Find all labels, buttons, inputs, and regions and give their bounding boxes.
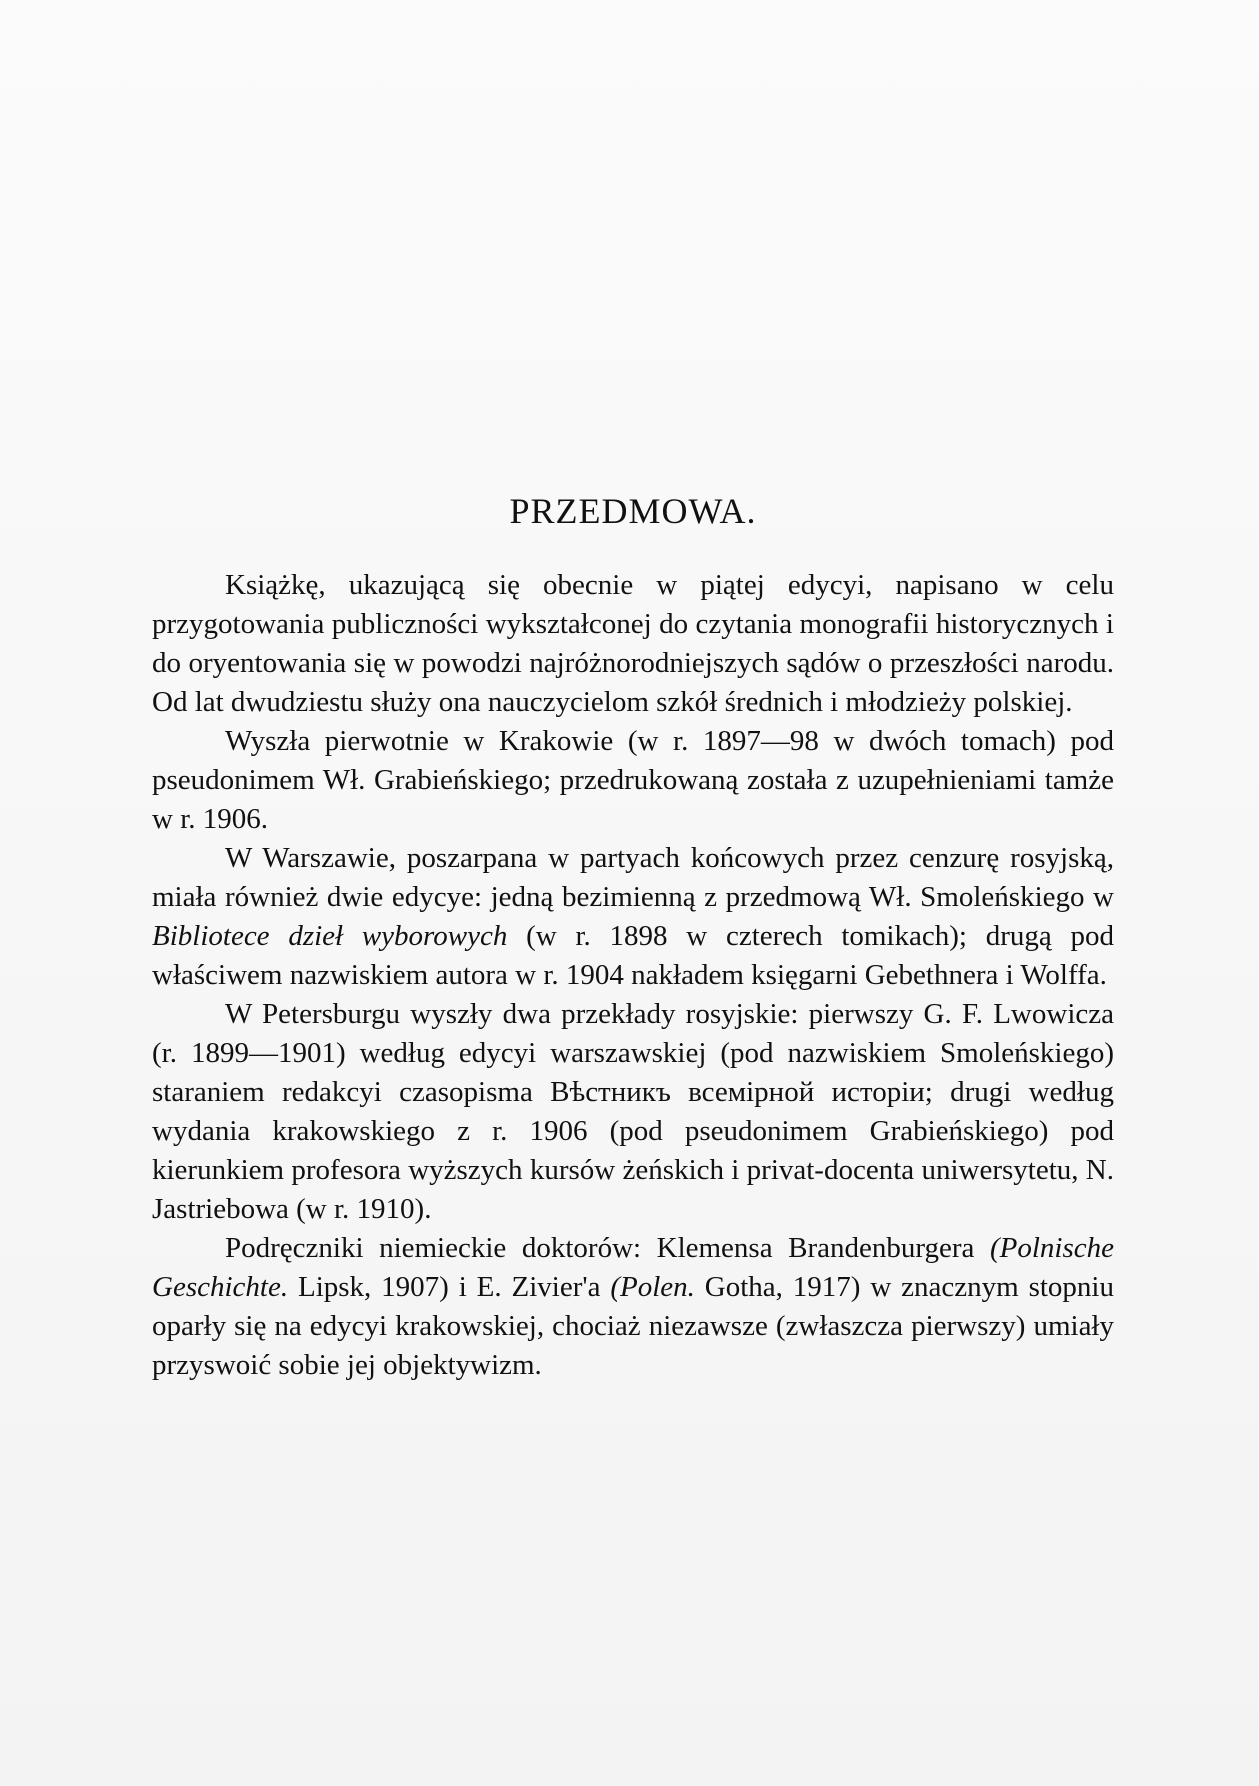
paragraph-5 [152, 1229, 1114, 1385]
paragraph-3-text-1: W Warszawie, poszarpana w partyach końcowych przez cenzurę rosyjską, miała również dwie edycye: jedną bezimienną z przedmową Wł. Smoleńskiego w [152, 842, 1114, 913]
paragraph-2: Wyszła pierwotnie w Krakowie (w r. 1897—98 w dwóch tomach) pod pseudonimem Wł. Grabieńskiego; przedrukowaną została z uzupełnieniami tamże w r. 1906. [152, 725, 1114, 835]
bibliotece-dziel-wyborowych-title: Bibliotece dzieł wyborowych [152, 920, 508, 952]
paragraph-1: Książkę, ukazującą się obecnie w piątej edycyi, napisano w celu przygotowania publiczności wykształconej do czytania monografii historycznych i do oryentowania się w powodzi najróżnorodniejszych sądów o przeszłości narodu. Od lat dwudziestu służy ona nauczycielom szkół średnich i młodzieży polskiej. [152, 569, 1114, 718]
paragraph-5-text-2: Lipsk, 1907) i E. Zivier'a [288, 1271, 611, 1303]
page-content [152, 470, 1114, 1385]
page-title: PRZEDMOWA. [509, 491, 757, 531]
paragraph-5-text-1: Podręczniki niemieckie doktorów: Klemensa Brandenburgera [225, 1232, 990, 1264]
paragraph-4: W Petersburgu wyszły dwa przekłady rosyjskie: pierwszy G. F. Lwowicza (r. 1899—1901) według edycyi warszawskiej (pod nazwiskiem Smoleńskiego) staraniem redakcyi czasopisma Вѣстникъ всемірной исторіи; drugi według wydania krakowskiego z r. 1906 (pod pseudonimem Grabieńskiego) pod kierunkiem profesora wyższych kursów żeńskich i privat-docenta uniwersytetu, N. Jastriebowa (w r. 1910). [152, 998, 1114, 1225]
paragraph-5-text-3: Gotha, 1917) w znacznym stopniu oparły się na edycyi krakowskiej, chociaż niezawsze (zwłaszcza pierwszy) umiały przyswoić sobie jej objektywizm. [152, 1271, 1114, 1381]
polnische-geschichte-title: (Polnische Geschichte. [152, 1232, 1114, 1303]
paragraph-3 [152, 839, 1114, 995]
paragraph-3-text-2: (w r. 1898 w czterech tomikach); drugą pod właściwem nazwiskiem autora w r. 1904 nakładem księgarni Gebethnera i Wolffa. [152, 920, 1114, 991]
polen-title: (Polen. [610, 1271, 695, 1303]
